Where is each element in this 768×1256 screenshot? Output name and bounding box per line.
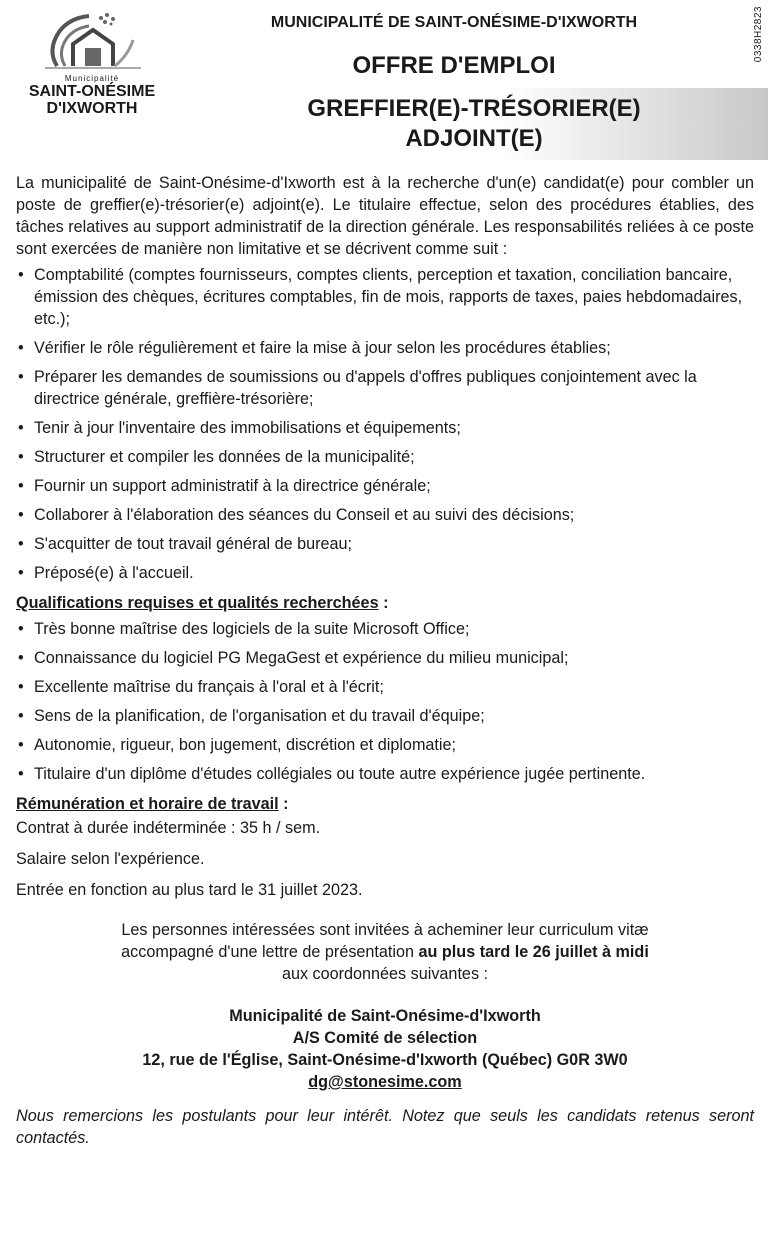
list-item: • Autonomie, rigueur, bon jugement, discrétion et diplomatie; (16, 734, 754, 756)
list-item: • Collaborer à l'élaboration des séances du Conseil et au suivi des décisions; (16, 504, 754, 526)
list-item: • Tenir à jour l'inventaire des immobilisations et équipements; (16, 417, 754, 439)
ad-code: 0338H2823 (753, 6, 764, 63)
address-street: 12, rue de l'Église, Saint-Onésime-d'Ixworth (Québec) G0R 3W0 (142, 1051, 628, 1069)
deadline-text: au plus tard le 26 juillet à midi (418, 943, 649, 961)
email-link[interactable]: dg@stonesime.com (308, 1073, 462, 1091)
contact-address (16, 1005, 754, 1093)
apply-line3: aux coordonnées suivantes : (281, 965, 489, 983)
application-instructions (16, 919, 754, 985)
qualifications-heading (16, 592, 754, 614)
salary-line: Salaire selon l'expérience. (16, 850, 205, 868)
list-item: • Comptabilité (comptes fournisseurs, comptes clients, perception et taxation, conciliation bancaire, émission des chèques, écritures comptables, fin de mois, rapports de taxes, paies hebdomadaires, etc.); (16, 264, 754, 330)
remuneration-heading (16, 793, 754, 815)
qualifications-list (16, 618, 754, 785)
job-title-line1: GREFFIER(E)-TRÉSORIER(E) (307, 95, 641, 122)
list-item: • Préparer les demandes de soumissions ou d'appels d'offres publiques conjointement avec la directrice générale, greffière-trésorière; (16, 366, 754, 410)
list-item: • Structurer et compiler les données de la municipalité; (16, 446, 754, 468)
duties-list (16, 264, 754, 584)
remuneration-colon: : (278, 795, 289, 813)
list-item: • Excellente maîtrise du français à l'oral et à l'écrit; (16, 676, 754, 698)
list-item: • Très bonne maîtrise des logiciels de la suite Microsoft Office; (16, 618, 754, 640)
ad-body (16, 172, 754, 1165)
qualifications-heading-text: Qualifications requises et qualités recherchées (16, 594, 379, 612)
thanks-note: Nous remercions les postulants pour leur intérêt. Notez que seuls les candidats retenus seront contactés. (16, 1107, 754, 1147)
job-title-band (180, 88, 768, 160)
contract-line: Contrat à durée indéterminée : 35 h / sem. (16, 819, 321, 837)
list-item: • S'acquitter de tout travail général de bureau; (16, 533, 754, 555)
church-logo-icon (37, 10, 147, 72)
apply-line2-text: accompagné d'une lettre de présentation (121, 943, 419, 961)
municipality-logo (12, 10, 172, 117)
apply-line2 (16, 941, 754, 963)
ad-header (0, 0, 768, 165)
offer-heading: OFFRE D'EMPLOI (352, 52, 556, 79)
list-item: • Sens de la planification, de l'organisation et du travail d'équipe; (16, 705, 754, 727)
list-item: • Titulaire d'un diplôme d'études collégiales ou toute autre expérience jugée pertinente. (16, 763, 754, 785)
list-item: • Connaissance du logiciel PG MegaGest et expérience du milieu municipal; (16, 647, 754, 669)
logo-name-line1: SAINT-ONÉSIME (28, 83, 156, 100)
logo-small-text: Municipalité (64, 74, 120, 83)
intro-paragraph: La municipalité de Saint-Onésime-d'Ixworth est à la recherche d'un(e) candidat(e) pour combler un poste de greffier(e)-trésorier(e) adjoint(e). Le titulaire effectue, selon des procédures établies, des tâches relatives au support administratif de la direction générale. Les responsabilités reliées à ce poste sont exercées de manière non limitative et se décrivent comme suit : (16, 174, 754, 258)
list-item: • Préposé(e) à l'accueil. (16, 562, 754, 584)
start-date-line: Entrée en fonction au plus tard le 31 juillet 2023. (16, 881, 363, 899)
address-name: Municipalité de Saint-Onésime-d'Ixworth (229, 1007, 541, 1025)
qualifications-colon: : (378, 594, 389, 612)
list-item: • Fournir un support administratif à la directrice générale; (16, 475, 754, 497)
list-item: • Vérifier le rôle régulièrement et faire la mise à jour selon les procédures établies; (16, 337, 754, 359)
logo-name-line2: D'IXWORTH (46, 100, 138, 117)
apply-line1: Les personnes intéressées sont invitées à acheminer leur curriculum vitæ (121, 921, 649, 939)
job-title-line2: ADJOINT(E) (405, 125, 543, 152)
address-attention: A/S Comité de sélection (292, 1029, 478, 1047)
municipality-title: MUNICIPALITÉ DE SAINT-ONÉSIME-D'IXWORTH (270, 14, 638, 31)
remuneration-heading-text: Rémunération et horaire de travail (16, 795, 279, 813)
